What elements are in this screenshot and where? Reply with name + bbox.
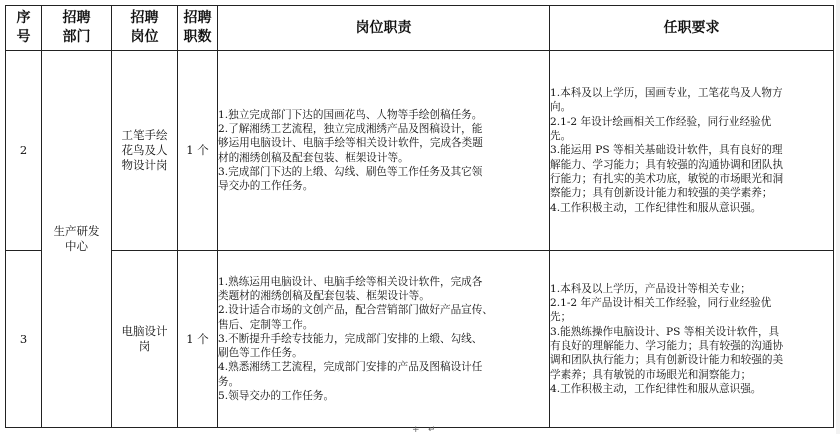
header-department: 招聘 部门: [42, 6, 112, 51]
position-cell: 电脑设计 岗: [112, 251, 178, 428]
window-edge: [836, 0, 840, 434]
header-seq: 序 号: [6, 6, 42, 51]
duties-cell: 1.独立完成部门下达的国画花鸟、人物等手绘创稿任务。 2.了解湘绣工艺流程，独立完成湘绣产品及图稿设计，能 够运用电脑设计、电脑手绘等相关设计软件，完成各类题 材的湘绣创稿及配套包装、框架设计等。 3.完成部门下达的上缎、勾线、刷色等工作任务及其它领 导交办的工作任务。: [218, 51, 550, 251]
table-row: [6, 51, 834, 251]
table-row: [6, 251, 834, 428]
position-cell: 工笔手绘 花鸟及人 物设计岗: [112, 51, 178, 251]
table-move-handle-icon[interactable]: +: [412, 425, 420, 435]
count-cell: 1 个: [178, 51, 218, 251]
header-row: [6, 6, 834, 51]
requirements-cell: 1.本科及以上学历，产品设计等相关专业； 2.1-2 年产品设计相关工作经验，同行业经验优 先； 3.能熟练操作电脑设计、PS 等相关设计软件，具 有良好的理解能力、学习能力；具有较强的沟通协 调和团队执行能力；具有创新设计能力和较强的美 学素养；具有敏锐的市场眼光和洞察能力； 4.工作积极主动，工作纪律性和服从意识强。: [550, 251, 834, 428]
department-cell: 生产研发 中心: [42, 51, 112, 428]
header-position: 招聘 岗位: [112, 6, 178, 51]
count-cell: 1 个: [178, 251, 218, 428]
recruitment-table: [5, 5, 834, 428]
duties-cell: 1.熟练运用电脑设计、电脑手绘等相关设计软件，完成各 类题材的湘绣创稿及配套包装、框架设计等。 2.设计适合市场的文创产品，配合营销部门做好产品宣传、 售后、定制等工作。 3.不断提升手绘专技能力，完成部门安排的上缎、勾线、 刷色等工作任务。 4.熟悉湘绣工艺流程，完成部门安排的产品及图稿设计任 务。 5.领导交办的工作任务。: [218, 251, 550, 428]
requirements-cell: 1.本科及以上学历，国画专业，工笔花鸟及人物方 向。 2.1-2 年设计绘画相关工作经验，同行业经验优 先。 3.能运用 PS 等相关基础设计软件，具有良好的理 解能力、学习能力；具有较强的沟通协调和团队执 行能力；有扎实的美术功底，敏锐的市场眼光和洞 察能力；具有创新设计能力和较强的美学素养； 4.工作积极主动，工作纪律性和服从意识强。: [550, 51, 834, 251]
header-requirements: 任职要求: [550, 6, 834, 51]
header-count: 招聘 职数: [178, 6, 218, 51]
header-duties: 岗位职责: [218, 6, 550, 51]
seq-cell: 3: [6, 251, 42, 428]
paragraph-mark-icon: ↵: [428, 425, 436, 435]
seq-cell: 2: [6, 51, 42, 251]
